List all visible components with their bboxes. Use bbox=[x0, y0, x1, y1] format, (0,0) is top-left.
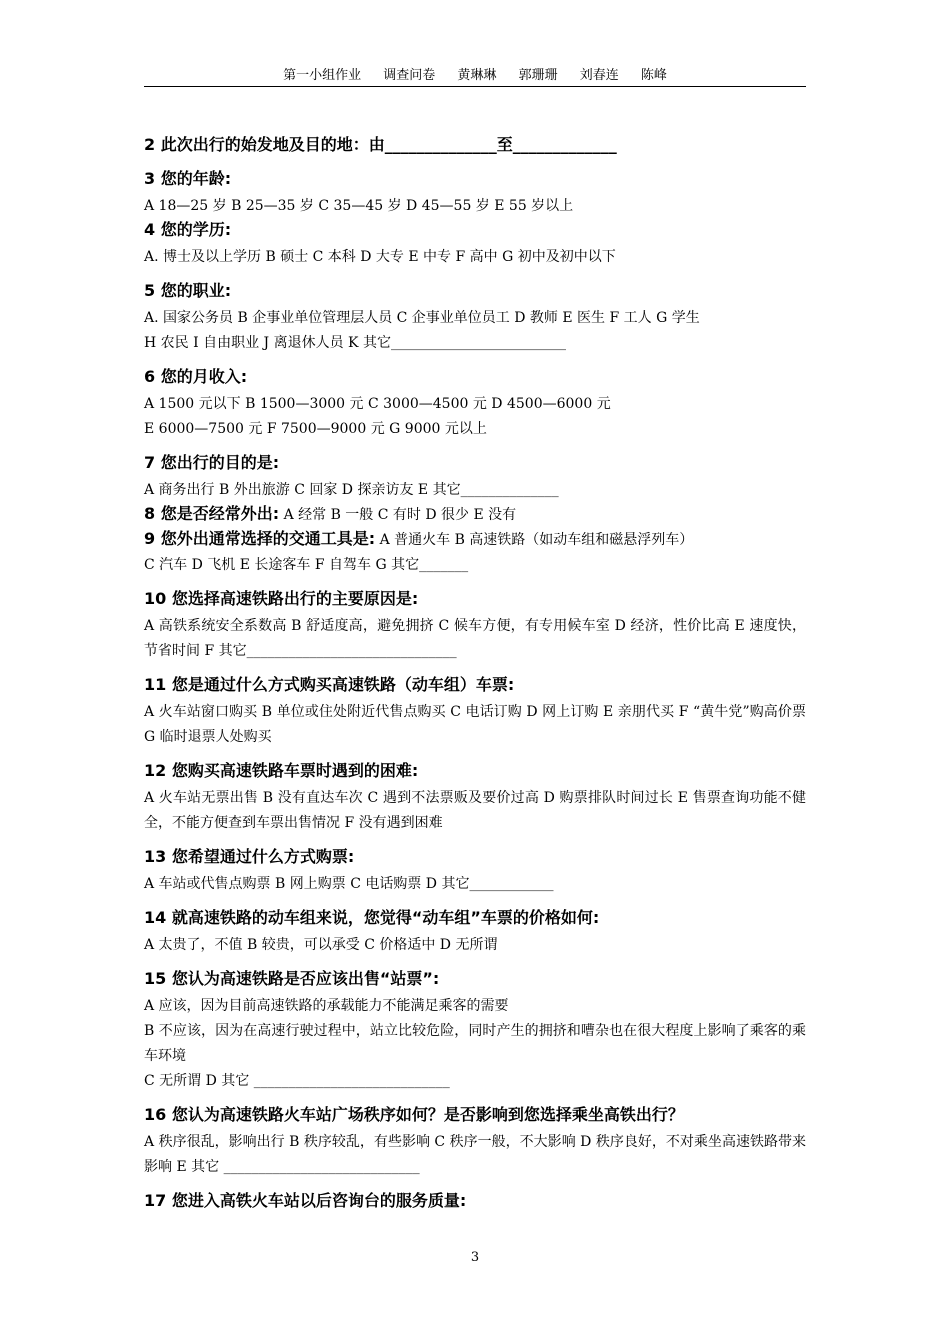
question-15-option-b: B 不应该，因为在高速行驶过程中，站立比较危险，同时产生的拥挤和嘈杂也在很大程度上影响了乘客的乘车环境 bbox=[144, 1023, 806, 1064]
question-9-options-2: C 汽车 D 飞机 E 长途客车 F 自驾车 G 其它_______ bbox=[144, 557, 469, 573]
question-4-title: 4 您的学历: bbox=[144, 220, 232, 239]
question-6-title: 6 您的月收入: bbox=[144, 367, 248, 386]
header-member: 郭珊珊 bbox=[518, 68, 558, 83]
question-12-title: 12 您购买高速铁路车票时遇到的困难: bbox=[144, 761, 419, 780]
question-5-options: A. 国家公务员 B 企事业单位管理层人员 C 企事业单位员工 D 教师 E 医生 F 工人 G 学生 bbox=[144, 310, 700, 326]
question-9-options: A 普通火车 B 高速铁路（如动车组和磁悬浮列车） bbox=[379, 532, 694, 548]
question-14-options: A 太贵了，不值 B 较贵，可以承受 C 价格适中 D 无所谓 bbox=[144, 937, 498, 953]
question-7-title: 7 您出行的目的是: bbox=[144, 453, 280, 472]
question-15-option-a: A 应该，因为目前高速铁路的承载能力不能满足乘客的需要 bbox=[144, 998, 509, 1014]
question-3-title: 3 您的年龄: bbox=[144, 169, 232, 188]
question-8-title: 8 您是否经常外出: bbox=[144, 504, 280, 523]
question-8-options: A 经常 B 一般 C 有时 D 很少 E 没有 bbox=[283, 507, 517, 523]
question-8 bbox=[144, 503, 806, 528]
question-6-options-2: E 6000—7500 元 F 7500—9000 元 G 9000 元以上 bbox=[144, 421, 487, 437]
header-doc-type: 调查问卷 bbox=[383, 68, 436, 83]
question-13-options: A 车站或代售点购票 B 网上购票 C 电话购票 D 其它____________ bbox=[144, 876, 554, 892]
question-12-options: A 火车站无票出售 B 没有直达车次 C 遇到不法票贩及要价过高 D 购票排队时间过长 E 售票查询功能不健全，不能方便查到车票出售情况 F 没有遇到困难 bbox=[144, 790, 806, 831]
question-7-options: A 商务出行 B 外出旅游 C 回家 D 探亲访友 E 其它______________ bbox=[144, 482, 559, 498]
question-4-options: A. 博士及以上学历 B 硕士 C 本科 D 大专 E 中专 F 高中 G 初中及初中以下 bbox=[144, 249, 616, 265]
question-9-title: 9 您外出通常选择的交通工具是: bbox=[144, 529, 376, 548]
question-15-title: 15 您认为高速铁路是否应该出售“站票”: bbox=[144, 969, 440, 988]
question-16-title: 16 您认为高速铁路火车站广场秩序如何？是否影响到您选择乘坐高铁出行？ bbox=[144, 1105, 684, 1124]
question-17-title: 17 您进入高铁火车站以后咨询台的服务质量: bbox=[144, 1191, 467, 1210]
question-5-options-2: H 农民 I 自由职业 J 离退休人员 K 其它_________________________ bbox=[144, 335, 566, 351]
question-15-options-cd: C 无所谓 D 其它 ____________________________ bbox=[144, 1073, 450, 1089]
question-3-options: A 18—25 岁 B 25—35 岁 C 35—45 岁 D 45—55 岁 E 55 岁以上 bbox=[144, 198, 574, 214]
header-member: 黄琳琳 bbox=[457, 68, 497, 83]
question-5-title: 5 您的职业: bbox=[144, 281, 232, 300]
question-6-options: A 1500 元以下 B 1500—3000 元 C 3000—4500 元 D 4500—6000 元 bbox=[144, 396, 611, 412]
header-member: 刘春连 bbox=[579, 68, 619, 83]
header-group: 第一小组作业 bbox=[283, 68, 362, 83]
question-10-options: A 高铁系统安全系数高 B 舒适度高，避免拥挤 C 候车方便，有专用候车室 D 经济，性价比高 E 速度快，节省时间 F 其它______________________________ bbox=[144, 618, 806, 659]
question-14-title: 14 就高速铁路的动车组来说，您觉得“动车组”车票的价格如何: bbox=[144, 908, 600, 927]
question-9 bbox=[144, 528, 806, 553]
question-16-options: A 秩序很乱，影响出行 B 秩序较乱，有些影响 C 秩序一般，不大影响 D 秩序良好，不对乘坐高速铁路带来影响 E 其它 ____________________________ bbox=[144, 1134, 806, 1175]
questionnaire-body bbox=[144, 134, 806, 1212]
question-11-options: A 火车站窗口购买 B 单位或住处附近代售点购买 C 电话订购 D 网上订购 E 亲朋代买 F “黄牛党”购高价票 G 临时退票人处购买 bbox=[144, 704, 806, 745]
header-member: 陈峰 bbox=[640, 68, 667, 83]
page-number: 3 bbox=[470, 1250, 480, 1265]
question-11-title: 11 您是通过什么方式购买高速铁路（动车组）车票: bbox=[144, 675, 515, 694]
question-13-title: 13 您希望通过什么方式购票: bbox=[144, 847, 355, 866]
page-header bbox=[144, 64, 806, 87]
question-10-title: 10 您选择高速铁路出行的主要原因是: bbox=[144, 589, 419, 608]
question-2-title: 2 此次出行的始发地及目的地：由______________至_____________ bbox=[144, 135, 617, 154]
